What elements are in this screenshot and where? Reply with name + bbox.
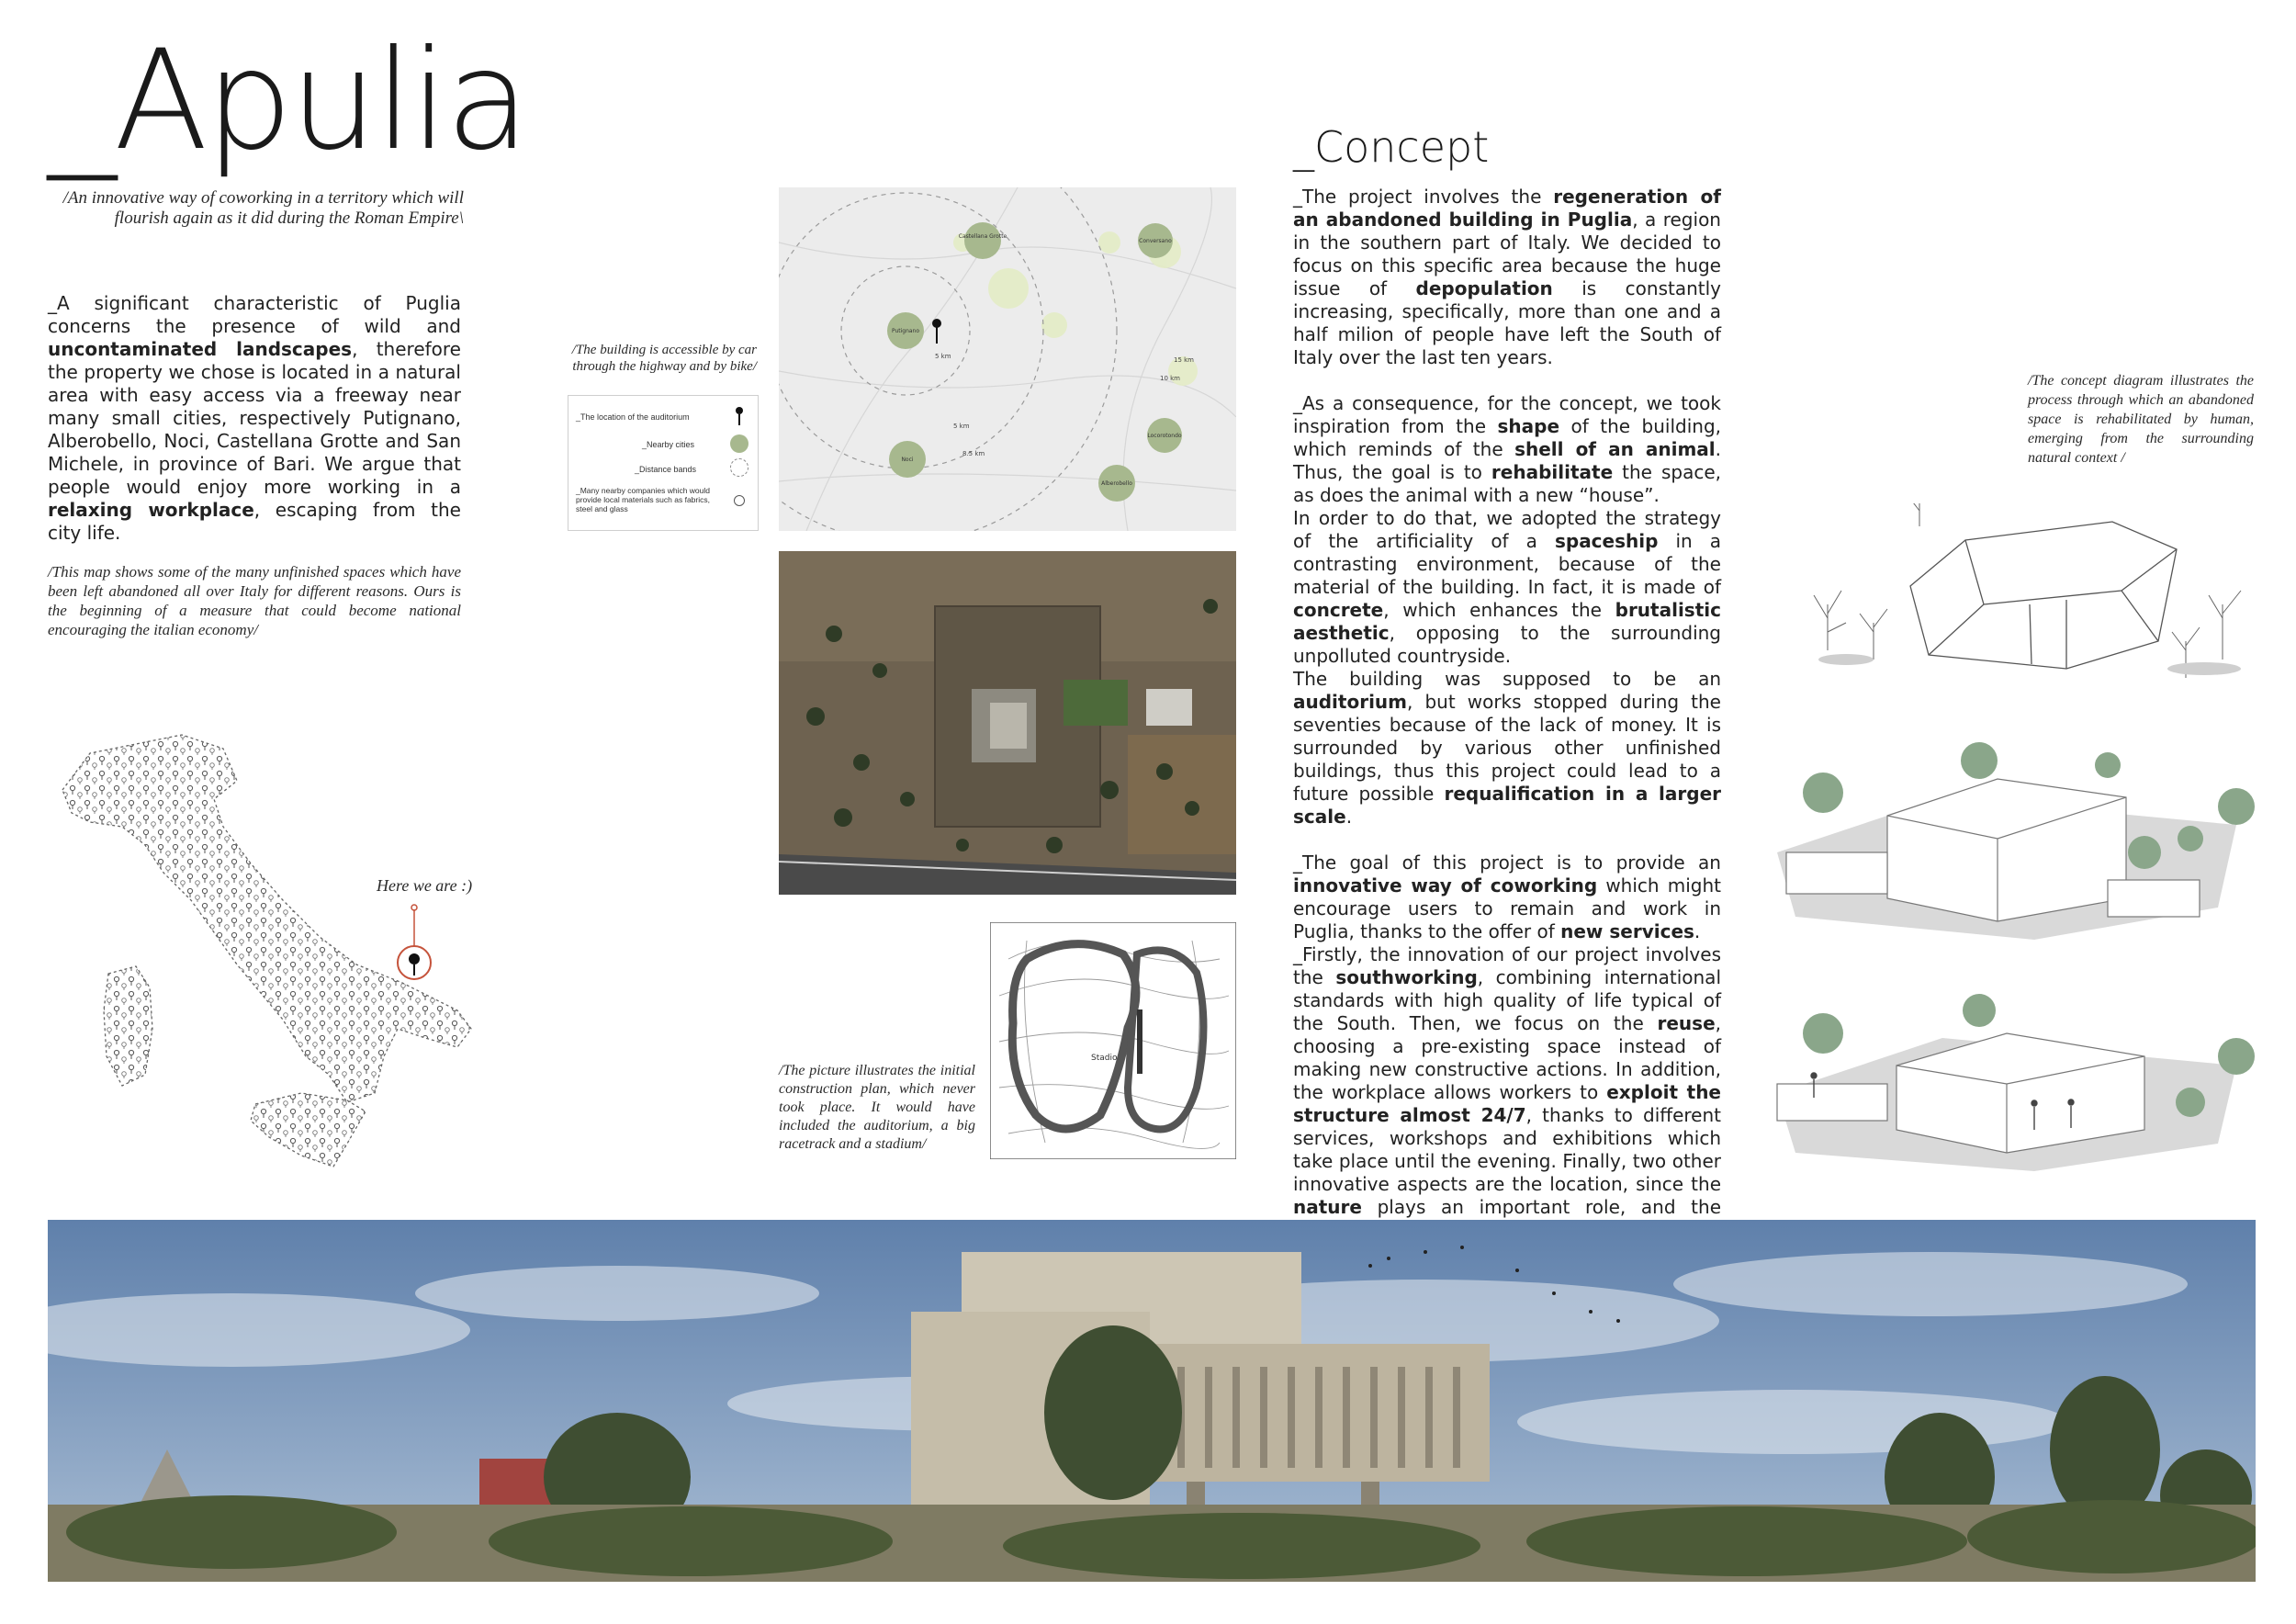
legend-bands-label: _Distance bands: [635, 465, 697, 474]
plan-label: Stadio: [1091, 1054, 1118, 1063]
city-label: Alberobello: [1101, 480, 1132, 487]
diagram-caption: /The concept diagram illustrates the process through which an abandoned space is rehabilitated by human, emerging from the surrounding natural context /: [2028, 373, 2254, 466]
page-subtitle: /An innovative way of coworking in a territory which will flourish again as it did during the Roman Empire\: [62, 188, 464, 228]
city-label: Castellana Grotte: [958, 233, 1007, 240]
city-label: Putignano: [891, 328, 920, 334]
concept-title: _Concept: [1293, 122, 1490, 172]
sicily: [251, 1093, 366, 1167]
location-pin-icon: [736, 407, 743, 414]
page-title: _Apulia: [48, 21, 528, 181]
concept-paragraph-4: The building was supposed to be an auditorium, but works stopped during the seventies because of the lack of money. It is surrounded by various other unfinished buildings, thus this project could lead to a future possible requalification in a larger scale.: [1293, 668, 1722, 828]
access-caption: /The building is accessible by car through the highway and by bike/: [571, 343, 757, 374]
plan-caption: /The picture illustrates the initial construction plan, which never took place. It would have included the auditorium, a big racetrack and a stadium/: [779, 1063, 975, 1152]
italy-map: [53, 726, 485, 1185]
sardinia: [104, 966, 152, 1086]
distance-label: 5 km: [953, 423, 970, 430]
city-label: Noci: [901, 457, 914, 463]
city-dot-icon: [730, 434, 748, 453]
panorama-photo: [48, 1220, 2256, 1582]
concept-diagram-nature: [1759, 742, 2264, 944]
tree-icon: [2178, 826, 2203, 851]
pin-stem: [738, 414, 740, 425]
city-castellana: [964, 222, 1001, 259]
company-marker-icon: [734, 495, 745, 506]
construction-plan: [990, 922, 1236, 1159]
map-legend: [568, 395, 759, 531]
site-map: [779, 187, 1236, 531]
distance-label: 5 km: [935, 353, 951, 360]
tree-icon: [2218, 1038, 2255, 1075]
concept-text: [1293, 186, 1721, 1288]
map-caption: /This map shows some of the many unfinished spaces which have been left abandoned all over Italy for different reasons. Ours is the beginning of a measure that could become national encouraging the italian economy/: [48, 563, 461, 638]
legend-location-label: _The location of the auditorium: [576, 412, 690, 422]
distance-label: 8.5 km: [962, 450, 985, 457]
concept-diagram-inhabited: [1759, 992, 2264, 1176]
distance-label: 15 km: [1174, 356, 1195, 364]
pine-tree: [1044, 1325, 1182, 1500]
tree-icon: [2128, 836, 2161, 869]
legend-cities-label: _Nearby cities: [642, 440, 695, 449]
tree-icon: [2218, 788, 2255, 825]
tree-icon: [1803, 1013, 1843, 1054]
tree-icon: [1814, 503, 2241, 678]
auditorium-pin-icon: [932, 319, 941, 328]
city-label: Conversano: [1139, 238, 1172, 244]
tree-icon: [1963, 994, 1996, 1027]
concept-paragraph-1: _The project involves the regeneration of an abandoned building in Puglia, a region in the southern part of Italy. We decided to focus on this specific area because the huge issue of depopulation is constantly increasing, specifically, more than one and a half milion of people have left the South of Italy over the last ten years.: [1293, 186, 1721, 368]
location-pin-icon: [409, 953, 420, 964]
concept-diagram-shell: [1791, 503, 2259, 687]
legend-companies-label: _Many nearby companies which would provide local materials such as fabrics, steel and glass: [576, 486, 710, 513]
concept-paragraph-5: _The goal of this project is to provide an innovative way of coworking which might encourage users to remain and work in Puglia, thanks to the offer of new services.: [1293, 851, 1721, 942]
concept-paragraph-6: _Firstly, the innovation of our project involves the southworking, combining international standards with high quality of life typical of the South. Then, we focus on the reuse, choosing a pre-existing space instead of making new constructive actions. In addition, the workplace allows workers to exploit the structure almost 24/7, thanks to different services, workshops and exhibitions which take place until the evening. Finally, two other innovative aspects are the location, since the nature plays an important role, and the: [1293, 943, 1721, 1218]
distance-label: 10 km: [1160, 375, 1181, 382]
city-label: Locorotondo: [1147, 433, 1182, 439]
tree-icon: [2176, 1088, 2205, 1117]
tree-icon: [1961, 742, 1998, 779]
distance-band-icon: [730, 458, 748, 477]
tree-icon: [2095, 752, 2121, 778]
aerial-photo: [779, 551, 1236, 895]
concept-paragraph-3: In order to do that, we adopted the strategy of the artificiality of a spaceship in a contrasting environment, because of the material of the building. In fact, it is made of concrete, which enhances the brutalistic aesthetic, opposing to the surrounding unpolluted countryside.: [1293, 507, 1722, 667]
concept-paragraph-2: _As a consequence, for the concept, we took inspiration from the shape of the building, which reminds of the shell of an animal. Thus, the goal is to rehabilitate the space, as does the animal with a new “house”.: [1293, 392, 1721, 506]
intro-paragraph: _A significant characteristic of Puglia concerns the presence of wild and uncontaminated landscapes, therefore the property we chose is located in a natural area with easy access via a freeway near many small cities, respectively Putignano, Alberobello, Noci, Castellana Grotte and San Michele, in province of Bari. We argue that people would enjoy more working in a relaxing workplace, escaping from the city life.: [48, 292, 461, 544]
tree-icon: [1803, 773, 1843, 813]
here-label: Here we are :): [377, 876, 473, 895]
